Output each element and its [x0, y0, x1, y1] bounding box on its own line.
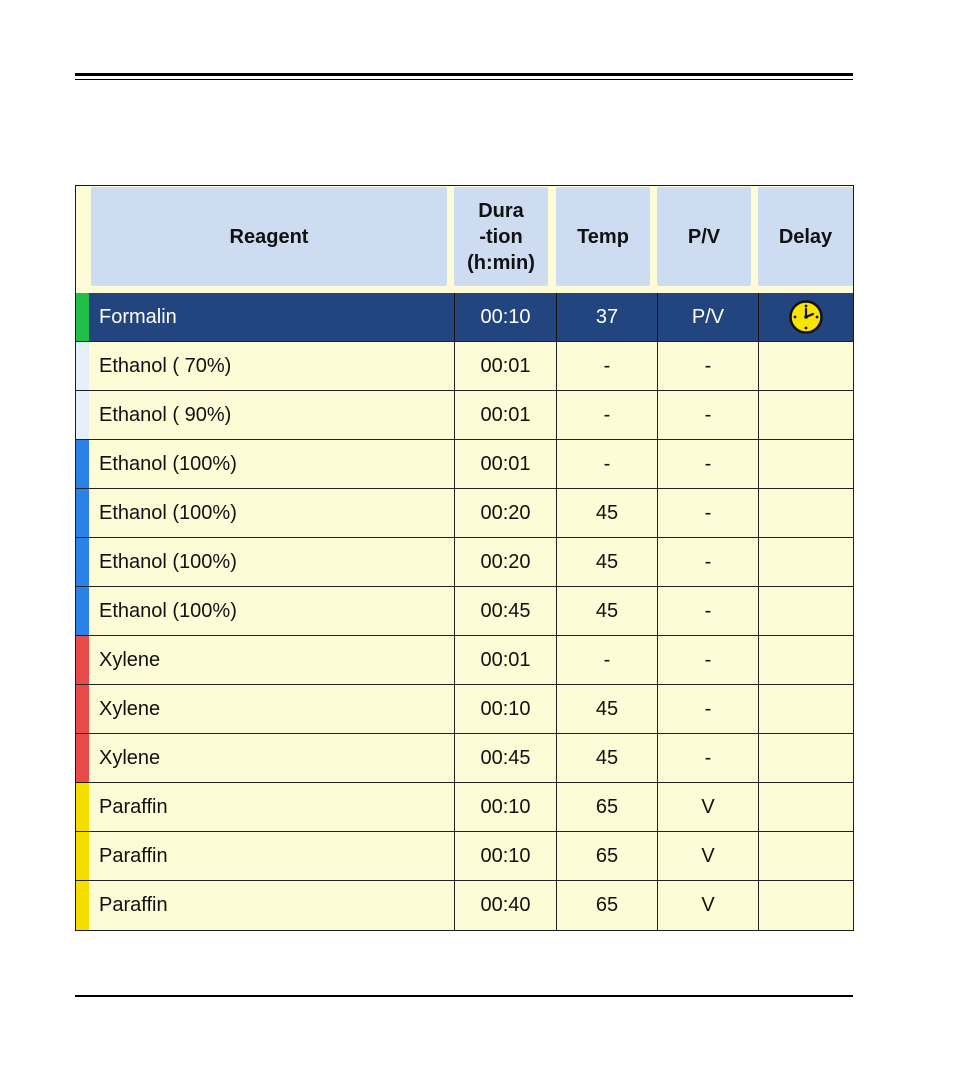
delay-cell[interactable] — [758, 342, 853, 390]
delay-cell[interactable] — [758, 636, 853, 684]
pv-cell[interactable]: - — [657, 391, 758, 439]
reagent-group-color-stripe — [76, 734, 89, 782]
table-row[interactable] — [76, 538, 853, 587]
column-header-duration[interactable] — [454, 187, 548, 286]
duration-cell[interactable]: 00:10 — [454, 783, 556, 831]
delay-cell[interactable] — [758, 734, 853, 782]
delay-cell[interactable] — [758, 391, 853, 439]
reagent-group-color-stripe — [76, 685, 89, 733]
reagent-cell[interactable]: Formalin — [99, 305, 177, 328]
duration-cell[interactable]: 00:01 — [454, 636, 556, 684]
pv-cell[interactable]: - — [657, 734, 758, 782]
reagent-group-color-stripe — [76, 538, 89, 586]
column-header-pv[interactable] — [657, 187, 751, 286]
reagent-cell[interactable]: Xylene — [99, 746, 161, 769]
duration-cell[interactable]: 00:01 — [454, 391, 556, 439]
reagent-group-color-stripe — [76, 391, 89, 439]
reagent-group-color-stripe — [76, 440, 89, 488]
table-row[interactable] — [76, 489, 853, 538]
column-header-duration-line2: -tion — [479, 225, 523, 248]
duration-cell[interactable]: 00:40 — [454, 881, 556, 930]
table-row[interactable] — [76, 783, 853, 832]
clock-icon[interactable] — [788, 299, 824, 335]
temp-cell[interactable]: 37 — [556, 293, 657, 341]
column-header-reagent-label: Reagent — [229, 225, 309, 248]
reagent-group-color-stripe — [76, 489, 89, 537]
column-header-delay[interactable] — [758, 187, 853, 286]
delay-cell[interactable] — [758, 685, 853, 733]
pv-cell[interactable]: V — [657, 783, 758, 831]
reagent-cell[interactable]: Ethanol (100%) — [99, 452, 237, 475]
reagent-cell[interactable]: Paraffin — [99, 795, 168, 818]
column-header-duration-line1: Dura — [478, 199, 524, 222]
duration-cell[interactable]: 00:20 — [454, 489, 556, 537]
delay-cell[interactable] — [758, 881, 853, 930]
duration-cell[interactable]: 00:10 — [454, 293, 556, 341]
temp-cell[interactable]: - — [556, 636, 657, 684]
reagent-group-color-stripe — [76, 832, 89, 880]
table-row[interactable] — [76, 832, 853, 881]
top-rule — [75, 73, 853, 76]
reagent-group-color-stripe — [76, 636, 89, 684]
temp-cell[interactable]: 65 — [556, 832, 657, 880]
delay-cell[interactable] — [758, 587, 853, 635]
temp-cell[interactable]: - — [556, 342, 657, 390]
table-row[interactable] — [76, 636, 853, 685]
temp-cell[interactable]: 45 — [556, 489, 657, 537]
duration-cell[interactable]: 00:01 — [454, 342, 556, 390]
duration-cell[interactable]: 00:20 — [454, 538, 556, 586]
top-rule-thin — [75, 79, 853, 80]
reagent-cell[interactable]: Ethanol (100%) — [99, 599, 237, 622]
duration-cell[interactable]: 00:45 — [454, 587, 556, 635]
column-header-temp[interactable] — [556, 187, 650, 286]
table-row[interactable] — [76, 685, 853, 734]
program-steps-table — [75, 185, 854, 931]
duration-cell[interactable]: 00:45 — [454, 734, 556, 782]
reagent-cell[interactable]: Xylene — [99, 697, 161, 720]
reagent-group-color-stripe — [76, 783, 89, 831]
pv-cell[interactable]: V — [657, 832, 758, 880]
reagent-cell[interactable]: Ethanol ( 70%) — [99, 354, 232, 377]
table-row[interactable] — [76, 342, 853, 391]
reagent-group-color-stripe — [76, 881, 89, 930]
duration-cell[interactable]: 00:10 — [454, 832, 556, 880]
table-header — [76, 186, 853, 293]
pv-cell[interactable]: - — [657, 342, 758, 390]
reagent-cell[interactable]: Xylene — [99, 648, 161, 671]
pv-cell[interactable]: V — [657, 881, 758, 930]
pv-cell[interactable]: - — [657, 636, 758, 684]
reagent-group-color-stripe — [76, 293, 89, 341]
temp-cell[interactable]: - — [556, 391, 657, 439]
column-header-duration-line3: (h:min) — [467, 251, 535, 274]
column-header-temp-label: Temp — [577, 225, 629, 248]
table-row[interactable] — [76, 293, 853, 342]
reagent-cell[interactable]: Ethanol (100%) — [99, 501, 237, 524]
delay-cell[interactable] — [758, 538, 853, 586]
reagent-cell[interactable]: Paraffin — [99, 894, 168, 916]
delay-cell[interactable] — [758, 783, 853, 831]
table-row[interactable] — [76, 391, 853, 440]
pv-cell[interactable]: - — [657, 587, 758, 635]
table-row[interactable] — [76, 587, 853, 636]
table-row[interactable] — [76, 881, 853, 930]
delay-cell[interactable] — [758, 832, 853, 880]
delay-cell[interactable] — [758, 293, 853, 341]
pv-cell[interactable]: - — [657, 489, 758, 537]
column-header-delay-label: Delay — [778, 225, 833, 248]
delay-cell[interactable] — [758, 440, 853, 488]
table-row[interactable] — [76, 734, 853, 783]
pv-cell[interactable]: - — [657, 685, 758, 733]
pv-cell[interactable]: - — [657, 440, 758, 488]
temp-cell[interactable]: 65 — [556, 783, 657, 831]
temp-cell[interactable]: 45 — [556, 587, 657, 635]
temp-cell[interactable]: 45 — [556, 734, 657, 782]
duration-cell[interactable]: 00:10 — [454, 685, 556, 733]
reagent-group-color-stripe — [76, 342, 89, 390]
duration-cell[interactable]: 00:01 — [454, 440, 556, 488]
reagent-cell[interactable]: Paraffin — [99, 844, 168, 867]
temp-cell[interactable]: 45 — [556, 538, 657, 586]
temp-cell[interactable]: - — [556, 440, 657, 488]
pv-cell[interactable]: - — [657, 538, 758, 586]
column-header-reagent[interactable] — [91, 187, 447, 286]
delay-cell[interactable] — [758, 489, 853, 537]
temp-cell[interactable]: 65 — [556, 881, 657, 930]
reagent-group-color-stripe — [76, 587, 89, 635]
column-header-pv-label: P/V — [687, 225, 721, 248]
temp-cell[interactable]: 45 — [556, 685, 657, 733]
reagent-cell[interactable]: Ethanol (100%) — [99, 550, 237, 573]
table-row[interactable] — [76, 440, 853, 489]
reagent-cell[interactable]: Ethanol ( 90%) — [99, 403, 232, 426]
pv-cell[interactable]: P/V — [657, 293, 758, 341]
bottom-rule — [75, 995, 853, 997]
